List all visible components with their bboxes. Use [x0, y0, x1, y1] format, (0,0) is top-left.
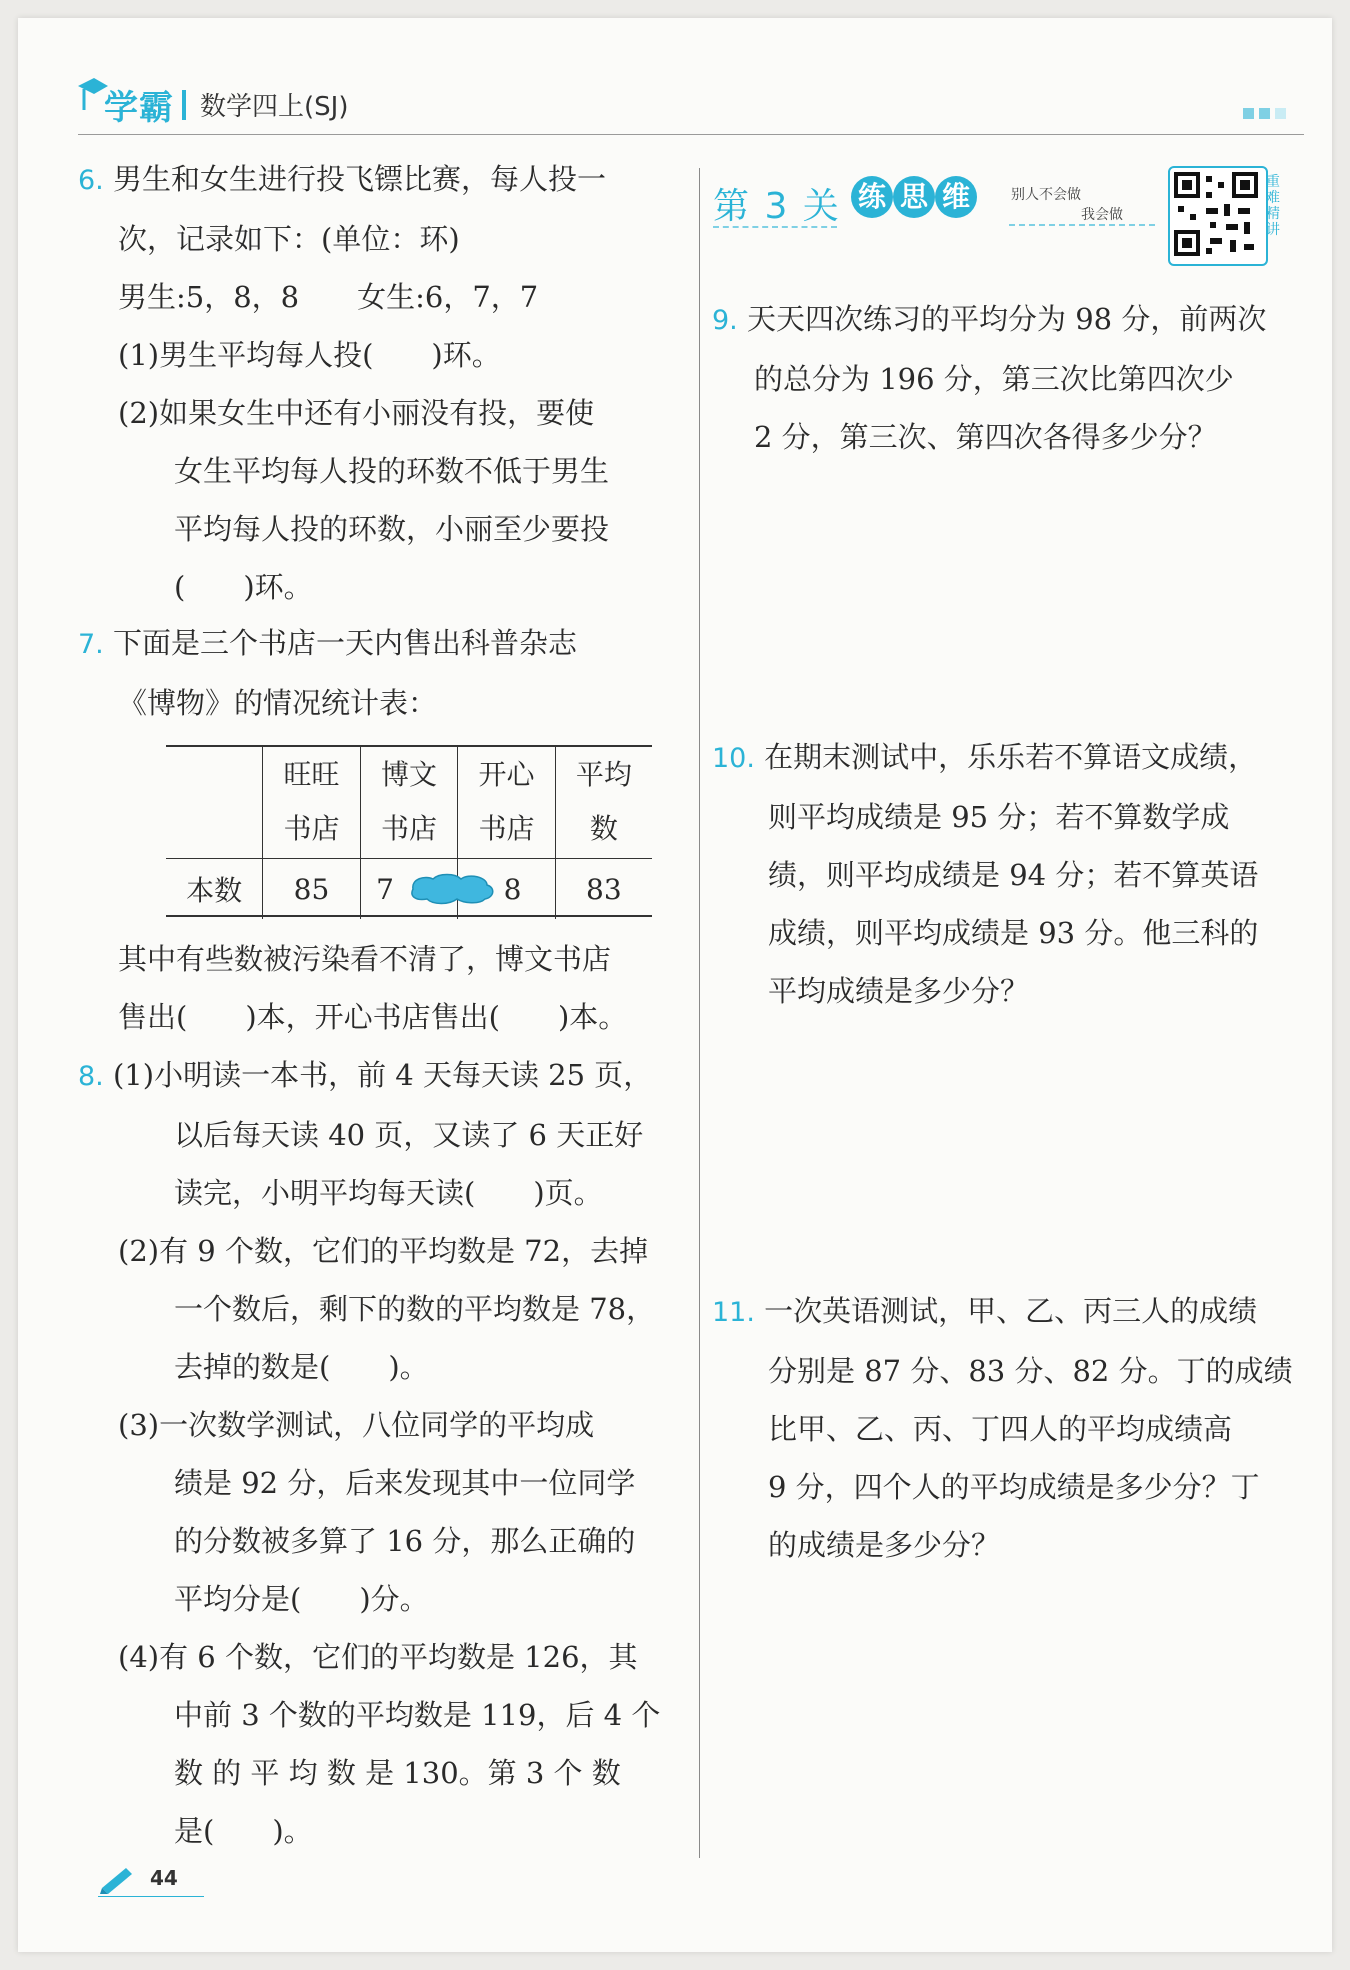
sub-question-2-line: 女生平均每人投的环数不低于男生 — [174, 454, 610, 488]
question-text: 则平均成绩是 95 分；若不算数学成 — [768, 800, 1230, 834]
question-text: 的成绩是多少分？ — [768, 1528, 1001, 1562]
table-header-cell: 旺旺 书店 — [263, 746, 361, 859]
question-number: 11. — [712, 1297, 755, 1328]
page-number: 44 — [150, 1866, 178, 1890]
sub-question-line: 平均分是( )分。 — [174, 1582, 429, 1616]
sub-question-3: (3)一次数学测试，八位同学的平均成 — [118, 1408, 595, 1442]
question-text: 的总分为 196 分，第三次比第四次少 — [754, 362, 1234, 396]
question-text: 《博物》的情况统计表： — [118, 686, 438, 720]
question-text: 在期末测试中，乐乐若不算语文成绩， — [764, 740, 1258, 774]
footer-rule — [98, 1896, 204, 1897]
question-6 — [78, 150, 609, 616]
page-footer — [98, 1860, 218, 1900]
sub-question-2: (2)如果女生中还有小丽没有投，要使 — [118, 396, 595, 430]
table-header-cell: 平均 数 — [555, 746, 652, 859]
section-title-underline — [713, 226, 837, 228]
qr-code-icon — [1170, 168, 1262, 260]
question-7-continued — [78, 930, 627, 1046]
question-text: 绩，则平均成绩是 94 分；若不算英语 — [768, 858, 1259, 892]
table-cell: 8 — [458, 859, 556, 920]
header-decoration — [1243, 108, 1286, 119]
sub-question-1: (1)男生平均每人投( )环。 — [118, 338, 501, 372]
question-number: 9. — [712, 305, 738, 336]
page-header — [78, 68, 1304, 138]
section-header — [713, 166, 1280, 266]
tagline-1: 别人不会做 — [1011, 187, 1081, 203]
table-row — [166, 859, 652, 920]
question-text: 男生和女生进行投飞镖比赛，每人投一 — [112, 162, 606, 196]
tagline-2: 我会做 — [1081, 207, 1123, 223]
table-header-cell: 开心 书店 — [458, 746, 556, 859]
question-text: 其中有些数被污染看不清了，博文书店 — [118, 942, 612, 976]
sub-question-line: 去掉的数是( )。 — [174, 1350, 429, 1384]
sub-question-line: 一个数后，剩下的数的平均数是 78， — [174, 1292, 656, 1326]
sub-question-1: (1)小明读一本书，前 4 天每天读 25 页， — [112, 1058, 653, 1092]
graduation-cap-icon — [76, 74, 110, 114]
question-number: 7. — [78, 629, 104, 660]
question-number: 6. — [78, 165, 104, 196]
table-cell: 85 — [263, 859, 361, 920]
table-cell: 83 — [555, 859, 652, 920]
question-text: 成绩，则平均成绩是 93 分。他三科的 — [768, 916, 1259, 950]
brand-logo — [78, 80, 348, 129]
sub-question-4: (4)有 6 个数，它们的平均数是 126，其 — [118, 1640, 638, 1674]
sub-question-2-line: 平均每人投的环数，小丽至少要投 — [174, 512, 610, 546]
question-text: 天天四次练习的平均分为 98 分，前两次 — [746, 302, 1267, 336]
section-badge: 思 — [893, 176, 935, 218]
question-text: 分别是 87 分、83 分、82 分。丁的成绩 — [768, 1354, 1293, 1388]
question-10 — [712, 728, 1258, 1020]
section-title: 第 3 关 — [713, 186, 841, 227]
tagline-underline — [1009, 224, 1155, 226]
sub-question-line: 数 的 平 均 数 是 130。第 3 个 数 — [174, 1756, 621, 1790]
sub-question-2: (2)有 9 个数，它们的平均数是 72，去掉 — [118, 1234, 649, 1268]
question-text: 售出( )本，开心书店售出( )本。 — [118, 1000, 628, 1034]
row-label: 本数 — [166, 859, 263, 920]
table-cell: 7 — [360, 859, 458, 920]
sub-question-line: 绩是 92 分，后来发现其中一位同学 — [174, 1466, 636, 1500]
sub-question-line: 是( )。 — [174, 1814, 313, 1848]
question-number: 10. — [712, 743, 755, 774]
logo-text: 学霸 — [104, 88, 174, 128]
question-8 — [78, 1046, 660, 1860]
question-7 — [78, 614, 577, 732]
data-line: 男生:5，8，8 女生:6，7，7 — [118, 280, 539, 314]
section-badge: 练 — [851, 176, 893, 218]
sub-question-line: 中前 3 个数的平均数是 119，后 4 个 — [174, 1698, 661, 1732]
stats-table — [166, 746, 652, 919]
table-header-cell — [166, 746, 263, 859]
question-text: 下面是三个书店一天内售出科普杂志 — [112, 626, 577, 660]
qr-code[interactable] — [1168, 166, 1268, 266]
table-header-cell: 博文 书店 — [360, 746, 458, 859]
question-text: 9 分，四个人的平均成绩是多少分？丁 — [768, 1470, 1260, 1504]
question-9 — [712, 290, 1266, 466]
column-divider — [699, 168, 700, 1858]
question-11 — [712, 1282, 1293, 1574]
sub-question-line: 以后每天读 40 页，又读了 6 天正好 — [174, 1118, 644, 1152]
table-header-row — [166, 746, 652, 859]
pencil-icon — [98, 1864, 138, 1894]
question-text: 2 分，第三次、第四次各得多少分？ — [754, 420, 1217, 454]
header-rule — [78, 134, 1304, 135]
question-text: 一次英语测试，甲、乙、丙三人的成绩 — [764, 1294, 1258, 1328]
qr-side-label: 重 难 精 讲 — [1266, 174, 1280, 238]
sub-question-line: 读完，小明平均每天读( )页。 — [174, 1176, 603, 1210]
worksheet-page — [18, 18, 1332, 1952]
question-text: 次，记录如下：(单位：环) — [118, 222, 460, 256]
book-title: 数学四上(SJ) — [200, 92, 349, 122]
question-number: 8. — [78, 1061, 104, 1092]
logo-divider — [182, 90, 186, 120]
question-text: 平均成绩是多少分？ — [768, 974, 1030, 1008]
sub-question-2-line: ( )环。 — [174, 570, 313, 604]
question-text: 比甲、乙、丙、丁四人的平均成绩高 — [768, 1412, 1233, 1446]
section-badge: 维 — [935, 176, 977, 218]
table-bottom-rule — [166, 915, 652, 917]
sub-question-line: 的分数被多算了 16 分，那么正确的 — [174, 1524, 636, 1558]
